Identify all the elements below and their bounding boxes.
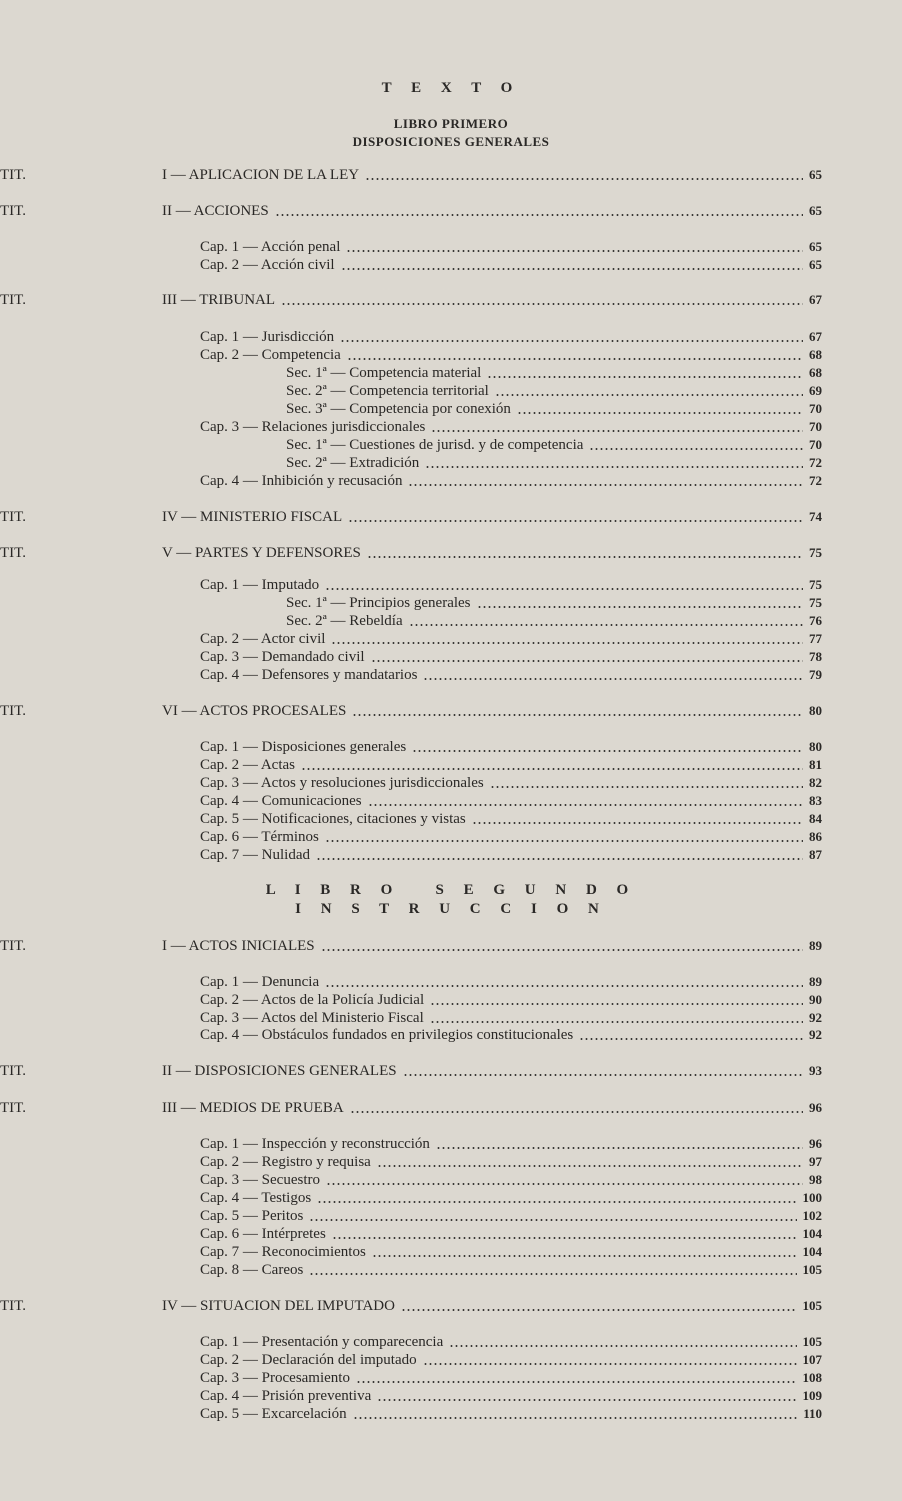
- toc-chapter-entry: [200, 739, 822, 757]
- entry-label: Sec. 2ª — Extradición: [286, 455, 420, 471]
- toc-chapter-entry: [200, 257, 822, 275]
- page-number: 70: [809, 419, 822, 434]
- entry-label: Cap. 2 — Actos de la Policía Judicial: [200, 992, 425, 1008]
- tit-label: TIT.: [0, 545, 26, 561]
- dot-leader: [326, 1182, 803, 1186]
- dot-leader: [490, 785, 803, 789]
- dot-leader: [430, 1020, 803, 1024]
- entry-label: Cap. 3 — Demandado civil: [200, 649, 365, 665]
- toc-title-entry: [0, 509, 822, 527]
- dot-leader: [352, 713, 803, 717]
- dot-leader: [425, 465, 803, 469]
- toc-chapter-entry: [200, 775, 822, 793]
- toc-chapter-entry: [200, 419, 822, 437]
- page-number: 81: [809, 757, 822, 772]
- dot-leader: [495, 393, 803, 397]
- entry-label: Cap. 8 — Careos: [200, 1262, 304, 1278]
- toc-chapter-entry: [200, 1226, 822, 1244]
- toc-chapter-entry: [200, 329, 822, 347]
- page-number: 78: [809, 649, 822, 664]
- page-number: 96: [809, 1136, 822, 1151]
- entry-label: IV — SITUACION DEL IMPUTADO: [162, 1298, 395, 1314]
- dot-leader: [412, 749, 803, 753]
- dot-leader: [368, 803, 803, 807]
- toc-chapter-entry: [200, 1244, 822, 1262]
- toc-title-entry: [0, 1100, 822, 1118]
- dot-leader: [348, 519, 803, 523]
- toc-chapter-entry: [200, 1370, 822, 1388]
- dot-leader: [275, 213, 803, 217]
- page-number: 84: [809, 811, 822, 826]
- page-number: 65: [809, 239, 822, 254]
- toc-chapter-entry: [200, 1208, 822, 1226]
- entry-label: Cap. 1 — Presentación y comparecencia: [200, 1334, 444, 1350]
- dot-leader: [487, 375, 803, 379]
- tit-label: TIT.: [0, 292, 26, 308]
- entry-label: Cap. 1 — Acción penal: [200, 239, 341, 255]
- toc-chapter-entry: [200, 1136, 822, 1154]
- page-number: 89: [809, 938, 822, 953]
- tit-label: TIT.: [0, 1298, 26, 1314]
- toc-chapter-entry: [200, 667, 822, 685]
- dot-leader: [401, 1308, 797, 1312]
- dot-leader: [356, 1380, 797, 1384]
- page-number: 75: [809, 577, 822, 592]
- entry-label: Cap. 1 — Denuncia: [200, 974, 320, 990]
- entry-label: Cap. 3 — Relaciones jurisdiccionales: [200, 419, 426, 435]
- toc-chapter-entry: [200, 649, 822, 667]
- toc-chapter-entry: [200, 793, 822, 811]
- entry-label: Cap. 7 — Nulidad: [200, 847, 310, 863]
- toc-chapter-entry: [200, 577, 822, 595]
- entry-label: Cap. 4 — Testigos: [200, 1190, 312, 1206]
- entry-label: Cap. 6 — Intérpretes: [200, 1226, 326, 1242]
- toc-section-entry: [286, 437, 822, 455]
- toc-chapter-entry: [200, 1027, 822, 1045]
- toc-title-entry: [0, 203, 822, 221]
- page-number: 98: [809, 1172, 822, 1187]
- entry-label: VI — ACTOS PROCESALES: [162, 703, 347, 719]
- page-number: 96: [809, 1100, 822, 1115]
- toc-chapter-entry: [200, 1406, 822, 1424]
- dot-leader: [281, 302, 803, 306]
- toc-title-entry: [0, 703, 822, 721]
- page-number: 75: [809, 545, 822, 560]
- page-number: 108: [802, 1370, 822, 1385]
- toc-chapter-entry: [200, 1334, 822, 1352]
- dot-leader: [449, 1344, 796, 1348]
- page-number: 109: [802, 1388, 822, 1403]
- page-number: 68: [809, 365, 822, 380]
- page-number: 69: [809, 383, 822, 398]
- toc-chapter-entry: [200, 829, 822, 847]
- entry-label: Cap. 1 — Inspección y reconstrucción: [200, 1136, 430, 1152]
- entry-label: Cap. 1 — Jurisdicción: [200, 329, 335, 345]
- dot-leader: [408, 483, 803, 487]
- dot-leader: [340, 339, 803, 343]
- entry-label: III — MEDIOS DE PRUEBA: [162, 1100, 344, 1116]
- entry-label: Sec. 3ª — Competencia por conexión: [286, 401, 511, 417]
- page-number: 97: [809, 1154, 822, 1169]
- page-number: 67: [809, 292, 822, 307]
- page-number: 76: [809, 613, 822, 628]
- dot-leader: [372, 1254, 797, 1258]
- toc-chapter-entry: [200, 1172, 822, 1190]
- entry-label: Cap. 6 — Términos: [200, 829, 319, 845]
- page-number: 107: [802, 1352, 822, 1367]
- entry-label: Sec. 1ª — Cuestiones de jurisd. y de competencia: [286, 437, 584, 453]
- entry-label: Cap. 7 — Reconocimientos: [200, 1244, 366, 1260]
- page-number: 102: [802, 1208, 822, 1223]
- toc-section-entry: [286, 455, 822, 473]
- entry-label: Cap. 4 — Obstáculos fundados en privilegios constitucionales: [200, 1027, 574, 1043]
- dot-leader: [325, 839, 803, 843]
- page-number: 93: [809, 1063, 822, 1078]
- entry-label: Cap. 2 — Registro y requisa: [200, 1154, 371, 1170]
- page-number: 105: [802, 1334, 822, 1349]
- page-number: 72: [809, 473, 822, 488]
- entry-label: Cap. 2 — Declaración del imputado: [200, 1352, 417, 1368]
- dot-leader: [579, 1037, 803, 1041]
- page-number: 90: [809, 992, 822, 1007]
- entry-label: Cap. 4 — Inhibición y recusación: [200, 473, 403, 489]
- page-number: 82: [809, 775, 822, 790]
- dot-leader: [321, 948, 803, 952]
- dot-leader: [317, 1200, 796, 1204]
- page-number: 75: [809, 595, 822, 610]
- page-number: 100: [802, 1190, 822, 1205]
- page-number: 72: [809, 455, 822, 470]
- page-number: 65: [809, 203, 822, 218]
- page-number: 65: [809, 167, 822, 182]
- toc-title-entry: [0, 292, 822, 310]
- dot-leader: [589, 447, 803, 451]
- dot-leader: [365, 177, 803, 181]
- toc-chapter-entry: [200, 811, 822, 829]
- entry-label: Cap. 3 — Actos del Ministerio Fiscal: [200, 1010, 424, 1026]
- toc-chapter-entry: [200, 974, 822, 992]
- page-number: 92: [809, 1010, 822, 1025]
- toc-chapter-entry: [200, 847, 822, 865]
- page-number: 79: [809, 667, 822, 682]
- dot-leader: [477, 605, 803, 609]
- entry-label: Cap. 1 — Imputado: [200, 577, 320, 593]
- page-number: 70: [809, 401, 822, 416]
- dot-leader: [403, 1073, 803, 1077]
- toc-section-entry: [286, 401, 822, 419]
- entry-label: II — ACCIONES: [162, 203, 269, 219]
- page-number: 65: [809, 257, 822, 272]
- dot-leader: [316, 857, 803, 861]
- section-heading: LIBRO PRIMERO: [393, 116, 509, 131]
- entry-label: Cap. 3 — Procesamiento: [200, 1370, 350, 1386]
- dot-leader: [436, 1146, 803, 1150]
- entry-label: Cap. 4 — Comunicaciones: [200, 793, 362, 809]
- toc-chapter-entry: [200, 1010, 822, 1028]
- dot-leader: [517, 411, 803, 415]
- toc-chapter-entry: [200, 1352, 822, 1370]
- tit-label: TIT.: [0, 509, 26, 525]
- page-number: 92: [809, 1027, 822, 1042]
- entry-label: II — DISPOSICIONES GENERALES: [162, 1063, 397, 1079]
- entry-label: III — TRIBUNAL: [162, 292, 276, 308]
- entry-label: Cap. 4 — Prisión preventiva: [200, 1388, 372, 1404]
- dot-leader: [350, 1110, 803, 1114]
- tit-label: TIT.: [0, 703, 26, 719]
- tit-label: TIT.: [0, 938, 26, 954]
- dot-leader: [423, 1362, 797, 1366]
- entry-label: I — ACTOS INICIALES: [162, 938, 315, 954]
- dot-leader: [331, 641, 803, 645]
- dot-leader: [409, 623, 803, 627]
- toc-title-entry: [0, 545, 822, 563]
- dot-leader: [347, 357, 803, 361]
- toc-chapter-entry: [200, 347, 822, 365]
- entry-label: Cap. 5 — Peritos: [200, 1208, 304, 1224]
- dot-leader: [325, 587, 803, 591]
- page-number: 105: [802, 1298, 822, 1313]
- dot-leader: [332, 1236, 797, 1240]
- dot-leader: [430, 1002, 803, 1006]
- tit-label: TIT.: [0, 167, 26, 183]
- entry-label: Sec. 2ª — Rebeldía: [286, 613, 403, 629]
- page-number: 80: [809, 703, 822, 718]
- toc-section-entry: [286, 365, 822, 383]
- dot-leader: [341, 267, 803, 271]
- entry-label: Cap. 4 — Defensores y mandatarios: [200, 667, 418, 683]
- page-number: 70: [809, 437, 822, 452]
- toc-chapter-entry: [200, 1388, 822, 1406]
- page-number: 67: [809, 329, 822, 344]
- page-number: 104: [802, 1244, 822, 1259]
- toc-section-entry: [286, 383, 822, 401]
- toc-chapter-entry: [200, 1262, 822, 1280]
- dot-leader: [371, 659, 803, 663]
- page-number: 86: [809, 829, 822, 844]
- dot-leader: [353, 1416, 798, 1420]
- entry-label: Sec. 2ª — Competencia territorial: [286, 383, 489, 399]
- page-number: 68: [809, 347, 822, 362]
- entry-label: V — PARTES Y DEFENSORES: [162, 545, 361, 561]
- page-number: 87: [809, 847, 822, 862]
- entry-label: IV — MINISTERIO FISCAL: [162, 509, 343, 525]
- tit-label: TIT.: [0, 1100, 26, 1116]
- page-number: 104: [802, 1226, 822, 1241]
- dot-leader: [377, 1164, 803, 1168]
- page-number: 74: [809, 509, 822, 524]
- tit-label: TIT.: [0, 1063, 26, 1079]
- entry-label: Cap. 2 — Acción civil: [200, 257, 335, 273]
- toc-chapter-entry: [200, 631, 822, 649]
- toc-title-entry: [0, 1298, 822, 1316]
- section-heading: DISPOSICIONES GENERALES: [352, 134, 550, 149]
- dot-leader: [377, 1398, 796, 1402]
- toc-section-entry: [286, 595, 822, 613]
- toc-title-entry: [0, 938, 822, 956]
- page-number: 77: [809, 631, 822, 646]
- section-heading: T E X T O: [381, 80, 521, 96]
- dot-leader: [431, 429, 803, 433]
- tit-label: TIT.: [0, 203, 26, 219]
- entry-label: Sec. 1ª — Competencia material: [286, 365, 482, 381]
- toc-chapter-entry: [200, 1154, 822, 1172]
- dot-leader: [423, 677, 803, 681]
- page-number: 89: [809, 974, 822, 989]
- dot-leader: [309, 1218, 796, 1222]
- toc-chapter-entry: [200, 239, 822, 257]
- section-heading: I N S T R U C C I O N: [295, 901, 607, 917]
- dot-leader: [472, 821, 803, 825]
- entry-label: Cap. 2 — Actas: [200, 757, 295, 773]
- entry-label: Cap. 2 — Competencia: [200, 347, 341, 363]
- toc-section-entry: [286, 613, 822, 631]
- toc-title-entry: [0, 1063, 822, 1081]
- dot-leader: [367, 555, 803, 559]
- entry-label: Cap. 5 — Excarcelación: [200, 1406, 347, 1422]
- dot-leader: [325, 984, 803, 988]
- entry-label: Cap. 2 — Actor civil: [200, 631, 326, 647]
- entry-label: Cap. 3 — Secuestro: [200, 1172, 320, 1188]
- toc-chapter-entry: [200, 473, 822, 491]
- entry-label: Sec. 1ª — Principios generales: [286, 595, 471, 611]
- dot-leader: [346, 249, 803, 253]
- dot-leader: [309, 1272, 796, 1276]
- entry-label: Cap. 3 — Actos y resoluciones jurisdiccionales: [200, 775, 484, 791]
- entry-label: Cap. 5 — Notificaciones, citaciones y vistas: [200, 811, 466, 827]
- entry-label: I — APLICACION DE LA LEY: [162, 167, 360, 183]
- entry-label: Cap. 1 — Disposiciones generales: [200, 739, 407, 755]
- toc-chapter-entry: [200, 992, 822, 1010]
- toc-title-entry: [0, 167, 822, 185]
- dot-leader: [301, 767, 803, 771]
- toc-chapter-entry: [200, 1190, 822, 1208]
- page-number: 110: [803, 1406, 822, 1421]
- page-number: 105: [802, 1262, 822, 1277]
- page-number: 80: [809, 739, 822, 754]
- page-number: 83: [809, 793, 822, 808]
- toc-chapter-entry: [200, 757, 822, 775]
- section-heading: L I B R O S E G U N D O: [265, 882, 637, 898]
